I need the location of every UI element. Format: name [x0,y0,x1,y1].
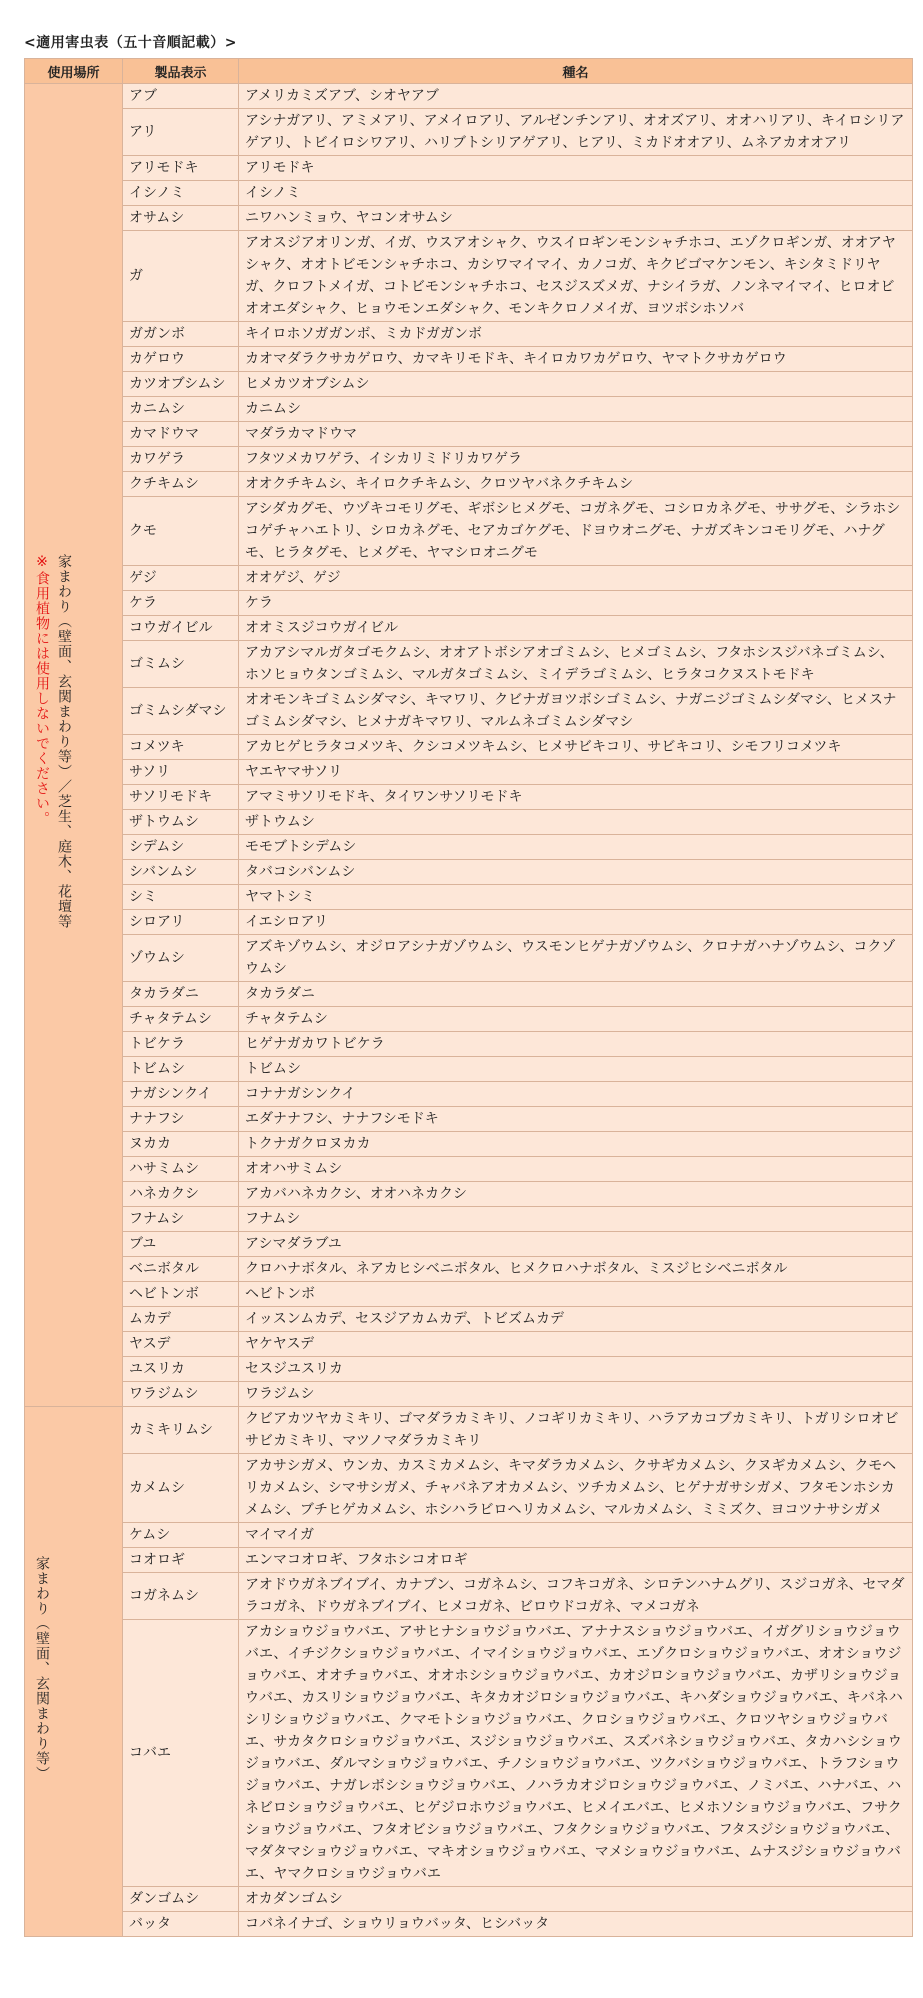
species-cell: イシノミ [239,181,913,206]
table-row [25,156,913,181]
product-cell: アブ [123,84,239,109]
table-row [25,422,913,447]
product-cell: サソリモドキ [123,785,239,810]
product-cell: コバエ [123,1620,239,1887]
product-cell: コオロギ [123,1548,239,1573]
species-cell: アマミサソリモドキ、タイワンサソリモドキ [239,785,913,810]
product-cell: クモ [123,497,239,566]
table-row [25,1107,913,1132]
species-cell: ヘビトンボ [239,1282,913,1307]
table-row [25,566,913,591]
product-cell: ナガシンクイ [123,1082,239,1107]
species-cell: アカヒゲヒラタコメツキ、クシコメツキムシ、ヒメサビキコリ、サビキコリ、シモフリコメツキ [239,735,913,760]
table-row [25,322,913,347]
product-cell: シバンムシ [123,860,239,885]
location-cell [25,1407,123,1937]
table-row [25,1032,913,1057]
warning-note: ※食用植物には使用しないでください。 [34,554,50,826]
table-row [25,760,913,785]
table-row [25,982,913,1007]
species-cell: ヒゲナガカワトビケラ [239,1032,913,1057]
product-cell: カミキリムシ [123,1407,239,1454]
species-cell: モモブトシデムシ [239,835,913,860]
species-cell: クロハナボタル、ネアカヒシベニボタル、ヒメクロハナボタル、ミスジヒシベニボタル [239,1257,913,1282]
table-row [25,885,913,910]
table-row [25,1057,913,1082]
species-cell: ヤマトシミ [239,885,913,910]
species-cell: アオスジアオリンガ、イガ、ウスアオシャク、ウスイロギンモンシャチホコ、エゾクロギンガ、オオアヤシャク、オオトビモンシャチホコ、カシワマイマイ、カノコガ、キクビゴマケンモン、キシタミドリヤガ、クロフトメイガ、コトビモンシャチホコ、セスジスズメガ、ナシイラガ、ノンネマイマイ、ヒロオビオオエダシャク、ヒョウモンエダシャク、モンキクロノメイガ、ヨツボシホソバ [239,231,913,322]
species-cell: アメリカミズアブ、シオヤアブ [239,84,913,109]
table-row [25,372,913,397]
species-cell: オオハサミムシ [239,1157,913,1182]
table-row [25,231,913,322]
table-row [25,860,913,885]
product-cell: タカラダニ [123,982,239,1007]
species-cell: エダナナフシ、ナナフシモドキ [239,1107,913,1132]
table-row [25,1207,913,1232]
species-cell: オオモンキゴミムシダマシ、キマワリ、クビナガヨツボシゴミムシ、ナガニジゴミムシダマシ、ヒメスナゴミムシダマシ、ヒメナガキマワリ、マルムネゴミムシダマシ [239,688,913,735]
product-cell: シデムシ [123,835,239,860]
table-row [25,616,913,641]
table-row [25,1132,913,1157]
species-cell: アカアシマルガタゴモクムシ、オオアトボシアオゴミムシ、ヒメゴミムシ、フタホシスジバネゴミムシ、ホソヒョウタンゴミムシ、マルガタゴミムシ、ミイデラゴミムシ、ヒラタコクヌストモドキ [239,641,913,688]
location-label [31,554,75,929]
table-row [25,497,913,566]
product-cell: コガネムシ [123,1573,239,1620]
species-cell: オオゲジ、ゲジ [239,566,913,591]
product-cell: ザトウムシ [123,810,239,835]
species-cell: ニワハンミョウ、ヤコンオサムシ [239,206,913,231]
species-cell: イエシロアリ [239,910,913,935]
product-cell: カワゲラ [123,447,239,472]
species-cell: アリモドキ [239,156,913,181]
table-row [25,1454,913,1523]
table-row [25,1548,913,1573]
location-cell [25,84,123,1407]
product-cell: カゲロウ [123,347,239,372]
species-cell: タバコシバンムシ [239,860,913,885]
product-cell: アリ [123,109,239,156]
product-cell: コメツキ [123,735,239,760]
product-cell: フナムシ [123,1207,239,1232]
table-row [25,1082,913,1107]
product-cell: ガガンボ [123,322,239,347]
species-cell: オオクチキムシ、キイロクチキムシ、クロツヤバネクチキムシ [239,472,913,497]
species-cell: コバネイナゴ、ショウリョウバッタ、ヒシバッタ [239,1912,913,1937]
species-cell: カニムシ [239,397,913,422]
species-cell: フタツメカワゲラ、イシカリミドリカワゲラ [239,447,913,472]
table-row [25,910,913,935]
table-header-row [25,59,913,84]
species-cell: ヤエヤマサソリ [239,760,913,785]
species-cell: アカサシガメ、ウンカ、カスミカメムシ、キマダラカメムシ、クサギカメムシ、クヌギカメムシ、クモヘリカメムシ、シマサシガメ、チャバネアオカメムシ、ツチカメムシ、ヒゲナガサシガメ、フタモンホシカメムシ、ブチヒゲカメムシ、ホシハラビロヘリカメムシ、マルカメムシ、ミミズク、ヨコツナサシガメ [239,1454,913,1523]
location-text: 家まわり（壁面、玄関まわり等）／芝生、庭木、花壇等 [56,554,72,929]
species-cell: オオミスジコウガイビル [239,616,913,641]
species-cell: アシマダラブユ [239,1232,913,1257]
product-cell: トビケラ [123,1032,239,1057]
species-cell: マイマイガ [239,1523,913,1548]
product-cell: カニムシ [123,397,239,422]
table-row [25,1382,913,1407]
table-row [25,347,913,372]
table-row [25,1157,913,1182]
species-cell: トビムシ [239,1057,913,1082]
table-row [25,206,913,231]
species-cell: ザトウムシ [239,810,913,835]
product-cell: ナナフシ [123,1107,239,1132]
product-cell: ハネカクシ [123,1182,239,1207]
product-cell: バッタ [123,1912,239,1937]
table-row [25,935,913,982]
product-cell: ゴミムシ [123,641,239,688]
product-cell: コウガイビル [123,616,239,641]
table-heading: <適用害虫表（五十音順記載）> [24,35,237,51]
product-cell: ベニボタル [123,1257,239,1282]
location-label [31,1556,53,1781]
product-cell: ヘビトンボ [123,1282,239,1307]
product-cell: シロアリ [123,910,239,935]
species-cell: カオマダラクサカゲロウ、カマキリモドキ、キイロカワカゲロウ、ヤマトクサカゲロウ [239,347,913,372]
product-cell: ゴミムシダマシ [123,688,239,735]
table-row [25,84,913,109]
species-cell: ヤケヤスデ [239,1332,913,1357]
product-cell: ヤスデ [123,1332,239,1357]
species-cell: オカダンゴムシ [239,1887,913,1912]
species-cell: アシナガアリ、アミメアリ、アメイロアリ、アルゼンチンアリ、オオズアリ、オオハリアリ、キイロシリアゲアリ、トビイロシワアリ、ハリブトシリアゲアリ、ヒアリ、ミカドオオアリ、ムネアカオオアリ [239,109,913,156]
table-row [25,785,913,810]
product-cell: シミ [123,885,239,910]
species-cell: ヒメカツオブシムシ [239,372,913,397]
species-cell: クビアカツヤカミキリ、ゴマダラカミキリ、ノコギリカミキリ、ハラアカコブカミキリ、トガリシロオビサビカミキリ、マツノマダラカミキリ [239,1407,913,1454]
product-cell: トビムシ [123,1057,239,1082]
product-cell: ヌカカ [123,1132,239,1157]
product-cell: ワラジムシ [123,1382,239,1407]
species-cell: アカショウジョウバエ、アサヒナショウジョウバエ、アナナスショウジョウバエ、イガグリショウジョウバエ、イチジクショウジョウバエ、イマイショウジョウバエ、エゾクロショウジョウバエ、オオショウジョウバエ、オオチョウバエ、オオホシショウジョウバエ、カオジロショウジョウバエ、カザリショウジョウバエ、カスリショウジョウバエ、キタカオジロショウジョウバエ、キハダショウジョウバエ、キバネハシリショウジョウバエ、クマモトショウジョウバエ、クロショウジョウバエ、クロツヤショウジョウバエ、サカタクロショウジョウバエ、スジショウジョウバエ、スズバネショウジョウバエ、タカハシショウジョウバエ、ダルマショウジョウバエ、チノショウジョウバエ、ツクバショウジョウバエ、トラフショウジョウバエ、ナガレボシショウジョウバエ、ノハラカオジロショウジョウバエ、ノミバエ、ハナバエ、ハネビロショウジョウバエ、ヒゲジロホウジョウバエ、ヒメイエバエ、ヒメホソショウジョウバエ、フサクショウジョウバエ、フタオビショウジョウバエ、フタクショウジョウバエ、フタスジショウジョウバエ、マダタマショウジョウバエ、マキオショウジョウバエ、マメショウジョウバエ、ムナスジショウジョウバエ、ヤマクロショウジョウバエ [239,1620,913,1887]
product-cell: カマドウマ [123,422,239,447]
species-cell: ワラジムシ [239,1382,913,1407]
table-row [25,835,913,860]
species-cell: トクナガクロヌカカ [239,1132,913,1157]
species-cell: セスジユスリカ [239,1357,913,1382]
product-cell: ダンゴムシ [123,1887,239,1912]
product-cell: ユスリカ [123,1357,239,1382]
product-cell: ケムシ [123,1523,239,1548]
pest-table [24,58,913,1937]
table-row [25,591,913,616]
species-cell: イッスンムカデ、セスジアカムカデ、トビズムカデ [239,1307,913,1332]
table-row [25,1887,913,1912]
table-row [25,109,913,156]
species-cell: コナナガシンクイ [239,1082,913,1107]
product-cell: オサムシ [123,206,239,231]
product-cell: クチキムシ [123,472,239,497]
table-row [25,1282,913,1307]
column-header-location: 使用場所 [25,59,123,84]
product-cell: ゾウムシ [123,935,239,982]
table-row [25,1332,913,1357]
table-row [25,1232,913,1257]
table-row [25,1407,913,1454]
table-row [25,688,913,735]
table-row [25,1573,913,1620]
species-cell: マダラカマドウマ [239,422,913,447]
table-row [25,1357,913,1382]
table-row [25,735,913,760]
table-row [25,1182,913,1207]
table-body [25,84,913,1937]
product-cell: チャタテムシ [123,1007,239,1032]
species-cell: チャタテムシ [239,1007,913,1032]
table-row [25,1620,913,1887]
column-header-species: 種名 [239,59,913,84]
species-cell: アズキゾウムシ、オジロアシナガゾウムシ、ウスモンヒゲナガゾウムシ、クロナガハナゾウムシ、コクゾウムシ [239,935,913,982]
species-cell: タカラダニ [239,982,913,1007]
product-cell: ガ [123,231,239,322]
table-row [25,641,913,688]
product-cell: サソリ [123,760,239,785]
table-row [25,1257,913,1282]
table-row [25,1523,913,1548]
product-cell: ムカデ [123,1307,239,1332]
product-cell: カメムシ [123,1454,239,1523]
species-cell: キイロホソガガンボ、ミカドガガンボ [239,322,913,347]
table-row [25,1007,913,1032]
species-cell: ケラ [239,591,913,616]
product-cell: ケラ [123,591,239,616]
table-row [25,472,913,497]
table-row [25,397,913,422]
species-cell: エンマコオロギ、フタホシコオロギ [239,1548,913,1573]
product-cell: カツオブシムシ [123,372,239,397]
species-cell: フナムシ [239,1207,913,1232]
table-row [25,1912,913,1937]
product-cell: イシノミ [123,181,239,206]
product-cell: ハサミムシ [123,1157,239,1182]
product-cell: ブユ [123,1232,239,1257]
column-header-product: 製品表示 [123,59,239,84]
product-cell: アリモドキ [123,156,239,181]
species-cell: アシダカグモ、ウヅキコモリグモ、ギボシヒメグモ、コガネグモ、コシロカネグモ、ササグモ、シラホシコゲチャハエトリ、シロカネグモ、セアカゴケグモ、ドヨウオニグモ、ナガズキンコモリグモ、ハナグモ、ヒラタグモ、ヒメグモ、ヤマシロオニグモ [239,497,913,566]
location-text: 家まわり（壁面、玄関まわり等） [34,1555,50,1781]
table-row [25,447,913,472]
product-cell: ゲジ [123,566,239,591]
species-cell: アカバハネカクシ、オオハネカクシ [239,1182,913,1207]
species-cell: アオドウガネブイブイ、カナブン、コガネムシ、コフキコガネ、シロテンハナムグリ、スジコガネ、セマダラコガネ、ドウガネブイブイ、ヒメコガネ、ビロウドコガネ、マメコガネ [239,1573,913,1620]
table-row [25,810,913,835]
table-row [25,1307,913,1332]
table-row [25,181,913,206]
